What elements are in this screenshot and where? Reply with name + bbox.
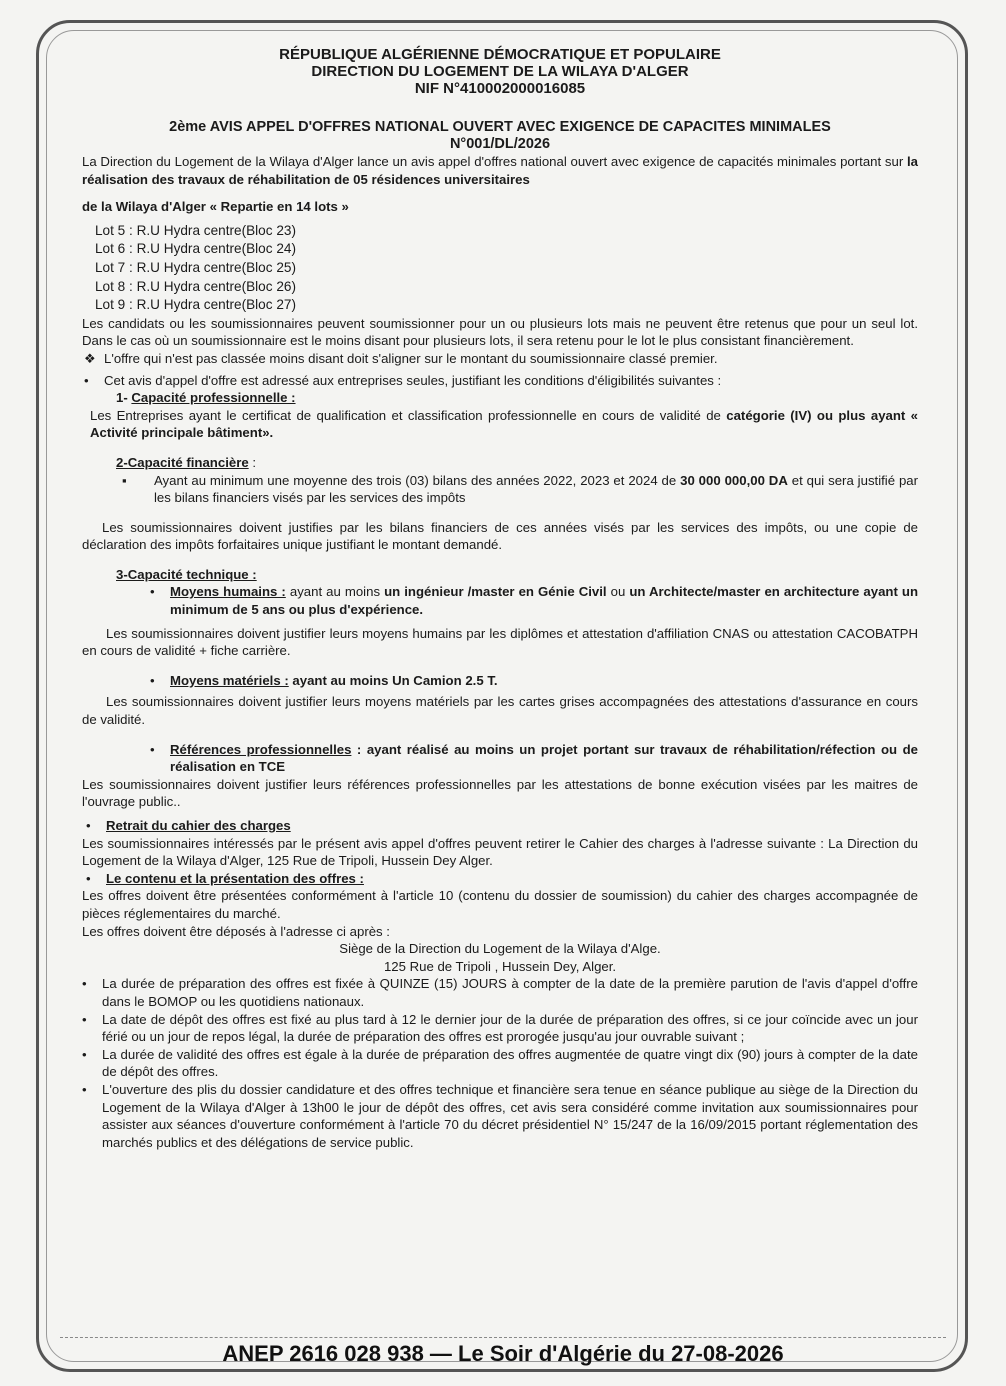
cap2-colon: : xyxy=(248,454,256,470)
bullet-icon: • xyxy=(150,584,155,600)
list-item: Lot 5 : R.U Hydra centre(Bloc 23) xyxy=(95,222,296,238)
intro-lots-line: de la Wilaya d'Alger « Repartie en 14 lots » xyxy=(82,199,349,215)
list-item: Lot 9 : R.U Hydra centre(Bloc 27) xyxy=(95,297,296,313)
header-nif: NIF N°410002000016085 xyxy=(414,80,586,97)
cap1-bold: catégorie (IV) ou plus ayant « Activité principale bâtiment». xyxy=(90,407,919,441)
references-text: : ayant réalisé au moins un projet portant sur travaux de réhabilitation/réfection ou de réalisation en TCE xyxy=(170,741,918,775)
point-text: La durée de validité des offres est égale à la durée de préparation des offres augmentée de quatre vingt dix (90) jours à compter de la date de dépôt des offres. xyxy=(102,1046,918,1080)
contenu-title: Le contenu et la présentation des offres : xyxy=(106,870,364,886)
candidates-paragraph: Les candidats ou les soumissionnaires peuvent soumissionner pour un ou plusieurs lots mais ne peuvent être retenus que pour un seul lot. Dans le cas où un soumissionnaire est le moins disant pour plusieurs lots, il sera retenu pour le lot le plus consistant financièrement. xyxy=(82,315,918,349)
humans-bold: un ingénieur /master en Génie Civil xyxy=(384,584,607,600)
address-line-1: Siège de la Direction du Logement de la Wilaya d'Alge. xyxy=(339,941,661,957)
cap1-title: Capacité professionnelle : xyxy=(131,390,296,406)
bullet-icon: • xyxy=(82,976,87,992)
cap2-text-end: et qui sera justifié par les bilans financiers visés par les services des impôts xyxy=(154,472,919,506)
materials-title: Moyens matériels : xyxy=(170,672,289,688)
retrait-paragraph: Les soumissionnaires intéressés par le présent avis appel d'offres peuvent retirer le Cahier des charges à l'adresse suivante : La Direction du Logement de la Wilaya d'Alger, 125 Rue de Tripoli, Hussein Dey Alger. xyxy=(82,835,918,869)
address-line-2: 125 Rue de Tripoli , Hussein Dey, Alger. xyxy=(383,958,617,974)
contenu-paragraph: Les offres doivent être présentées conformément à l'article 10 (contenu du dossier de soumission) du cahier des charges accompagnée de pièces réglementaires du marché. xyxy=(82,888,918,921)
cap3-references-text xyxy=(170,741,918,776)
point-text: La date de dépôt des offres est fixé au plus tard à 12 le dernier jour de la durée de préparation des offres, si ce jour coïncide avec un jour férié ou un jour de repos légal, la durée de préparation des offres est prorogée jusqu'au jour ouvrable suivant ; xyxy=(102,1011,918,1045)
eligibility-line xyxy=(82,372,918,390)
lot-list xyxy=(95,222,918,315)
bullet-icon: • xyxy=(82,1011,87,1027)
cap1-text: Les Entreprises ayant le certificat de qualification et classification professionnelle en cours de validité de xyxy=(90,407,727,423)
list-item: Lot 6 : R.U Hydra centre(Bloc 24) xyxy=(95,241,296,257)
cap3-materials xyxy=(82,672,918,690)
cap2-amount: 30 000 000,00 DA xyxy=(680,472,788,488)
bullet-icon: • xyxy=(150,741,155,757)
cap3-humans-text xyxy=(170,583,918,618)
intro-text: La Direction du Logement de la Wilaya d'Alger lance un avis appel d'offres national ouvert avec exigence de capacités minimales portant sur xyxy=(82,154,907,169)
list-item xyxy=(82,1046,918,1081)
notice-number: N°001/DL/2026 xyxy=(449,136,551,152)
offer-note xyxy=(82,350,918,368)
list-item xyxy=(82,975,918,1010)
cap3-references xyxy=(82,741,918,776)
cap3-references-note: Les soumissionnaires doivent justifier leurs références professionnelles par les attestations de bonne exécution visées par les maitres de l'ouvrage public.. xyxy=(82,776,918,810)
cap2-bullet-text xyxy=(154,472,918,507)
humans-bold2: un Architecte/master en architecture ayant un minimum de 5 ans ou plus d'expérience. xyxy=(170,584,919,618)
list-item: Lot 7 : R.U Hydra centre(Bloc 25) xyxy=(95,259,296,275)
point-text: L'ouverture des plis du dossier candidature et des offres technique et financière sera tenue en séance publique au siège de la Direction du Logement de la Wilaya d'Alger à 13h00 le jour de dépôt des offres, cet avis sera considéré comme invitation aux soumissionnaires pour assister aux séances d'ouverture conformément à l'article 70 du décret présidentiel N° 15/247 de la 16/09/2015 portant réglementation des marchés publics et des délégations de service public. xyxy=(102,1081,918,1150)
cap2-heading xyxy=(82,454,918,472)
diamond-icon: ❖ xyxy=(84,350,96,366)
materials-text: ayant au moins Un Camion 2.5 T. xyxy=(288,672,498,688)
bullet-icon: • xyxy=(82,1046,87,1062)
notice-title: 2ème AVIS APPEL D'OFFRES NATIONAL OUVERT AVEC EXIGENCE DE CAPACITES MINIMALES xyxy=(169,119,831,135)
intro-paragraph xyxy=(82,153,918,188)
cap2-note: Les soumissionnaires doivent justifies par les bilans financiers de ces années visés par les services des impôts, ou une copie de déclaration des impôts forfaitaires unique justifiant le montant demandé. xyxy=(82,519,918,553)
references-title: Références professionnelles xyxy=(170,741,352,757)
bullet-icon: • xyxy=(86,870,91,886)
humans-title: Moyens humains : xyxy=(170,584,286,600)
contenu-heading xyxy=(82,870,918,888)
list-item xyxy=(82,1011,918,1046)
cap3-humans-note: Les soumissionnaires doivent justifier leurs moyens humains par les diplômes et attestation d'affiliation CNAS ou attestation CACOBATPH en cours de validité + fiche carrière. xyxy=(82,625,918,659)
square-bullet-icon: ▪ xyxy=(122,472,127,488)
cap1-paragraph xyxy=(82,407,918,442)
offer-note-text: L'offre qui n'est pas classée moins disant doit s'aligner sur le montant du soumissionnaire classé premier. xyxy=(104,350,718,366)
contenu-deposit: Les offres doivent être déposés à l'adresse ci après : xyxy=(82,923,390,939)
cap3-title: 3-Capacité technique : xyxy=(116,566,257,582)
cap3-materials-note: Les soumissionnaires doivent justifier leurs moyens matériels par les cartes grises accompagnées des attestations d'assurance en cours de validité. xyxy=(82,694,918,728)
header-republic: RÉPUBLIQUE ALGÉRIENNE DÉMOCRATIQUE ET POPULAIRE xyxy=(279,46,721,63)
cap2-bullet xyxy=(82,472,918,507)
cap2-text: Ayant au minimum une moyenne des trois (03) bilans des années 2022, 2023 et 2024 de xyxy=(154,472,681,488)
footer-reference: ANEP 2616 028 938 — Le Soir d'Algérie du 27-08-2026 xyxy=(222,1341,784,1366)
cap2-title: 2-Capacité financière xyxy=(116,454,249,470)
retrait-heading xyxy=(82,817,918,835)
humans-text2: ou xyxy=(606,584,630,600)
list-item xyxy=(82,1081,918,1151)
intro-bold: la réalisation des travaux de réhabilitation de 05 résidences universitaires xyxy=(82,154,918,187)
humans-text: ayant au moins xyxy=(285,584,385,600)
list-item: Lot 8 : R.U Hydra centre(Bloc 26) xyxy=(95,278,296,294)
bullet-icon: • xyxy=(84,372,89,388)
cap3-humans xyxy=(82,583,918,618)
bullet-icon: • xyxy=(82,1081,87,1097)
point-text: La durée de préparation des offres est fixée à QUINZE (15) JOURS à compter de la date de la première parution de l'avis d'appel d'offre dans le BOMOP ou les quotidiens nationaux. xyxy=(102,976,918,1009)
bullet-icon: • xyxy=(150,672,155,688)
cap3-heading xyxy=(82,566,918,584)
bullet-icon: • xyxy=(86,818,91,833)
eligibility-text: Cet avis d'appel d'offre est adressé aux entreprises seules, justifiant les conditions d'éligibilités suivantes : xyxy=(104,372,722,388)
header-direction: DIRECTION DU LOGEMENT DE LA WILAYA D'ALGER xyxy=(311,63,689,80)
cap1-heading xyxy=(82,389,918,407)
notice-document xyxy=(82,46,918,1151)
cap1-num: 1- xyxy=(116,390,132,406)
retrait-title: Retrait du cahier des charges xyxy=(106,818,291,833)
